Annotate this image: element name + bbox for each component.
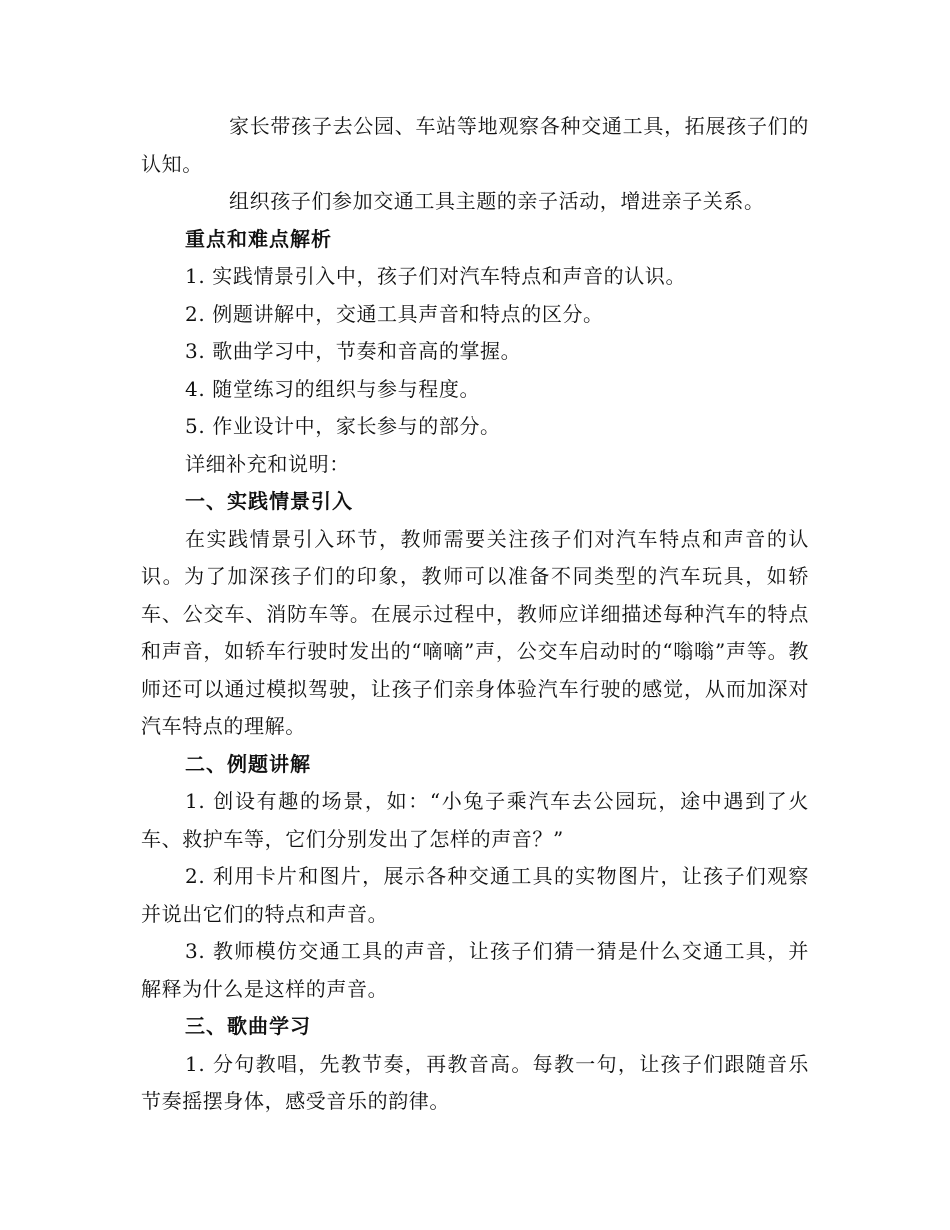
key-point-item: 3. 歌曲学习中，节奏和音高的掌握。 bbox=[185, 339, 522, 363]
paragraph-section-1: 在实践情景引入环节，教师需要关注孩子们对汽车特点和声音的认识。为了加深孩子们的印象，教师可以准备不同类型的汽车玩具，如轿车、公交车、消防车等。在展示过程中，教师应详细描述每种汽车的特点和声音，如轿车行驶时发出的“嘀嘀”声，公交车启动时的“嗡嗡”声等。教师还可以通过模拟驾驶，让孩子们亲身体验汽车行驶的感觉，从而加深对汽车特点的理解。 bbox=[141, 526, 809, 738]
heading-key-points: 重点和难点解析 bbox=[185, 226, 332, 251]
key-point-item: 1. 实践情景引入中，孩子们对汽车特点和声音的认识。 bbox=[185, 264, 687, 288]
paragraph-details-intro: 详细补充和说明： bbox=[185, 451, 350, 476]
key-point-item: 2. 例题讲解中，交通工具声音和特点的区分。 bbox=[185, 301, 604, 326]
section-2-item: 1. 创设有趣的场景，如：“小兔子乘汽车去公园玩，途中遇到了火车、救护车等，它们分别发出了怎样的声音？” bbox=[141, 789, 809, 851]
paragraph-parents-observe: 家长带孩子去公园、车站等地观察各种交通工具，拓展孩子们的认知。 bbox=[141, 114, 809, 176]
heading-section-3: 三、歌曲学习 bbox=[185, 1014, 311, 1038]
section-2-item: 2. 利用卡片和图片，展示各种交通工具的实物图片，让孩子们观察并说出它们的特点和声音。 bbox=[141, 864, 809, 926]
paragraph-parent-child-activity: 组织孩子们参加交通工具主题的亲子活动，增进亲子关系。 bbox=[229, 189, 765, 213]
key-point-item: 4. 随堂练习的组织与参与程度。 bbox=[185, 376, 481, 401]
heading-section-2: 二、例题讲解 bbox=[185, 751, 311, 776]
section-2-item: 3. 教师模仿交通工具的声音，让孩子们猜一猜是什么交通工具，并解释为什么是这样的声音。 bbox=[141, 939, 809, 1001]
section-3-item: 1. 分句教唱，先教节奏，再教音高。每教一句，让孩子们跟随音乐节奏摇摆身体，感受音乐的韵律。 bbox=[141, 1051, 809, 1113]
key-point-item: 5. 作业设计中，家长参与的部分。 bbox=[185, 414, 501, 438]
document-body bbox=[141, 108, 809, 1121]
heading-section-1: 一、实践情景引入 bbox=[185, 489, 353, 513]
